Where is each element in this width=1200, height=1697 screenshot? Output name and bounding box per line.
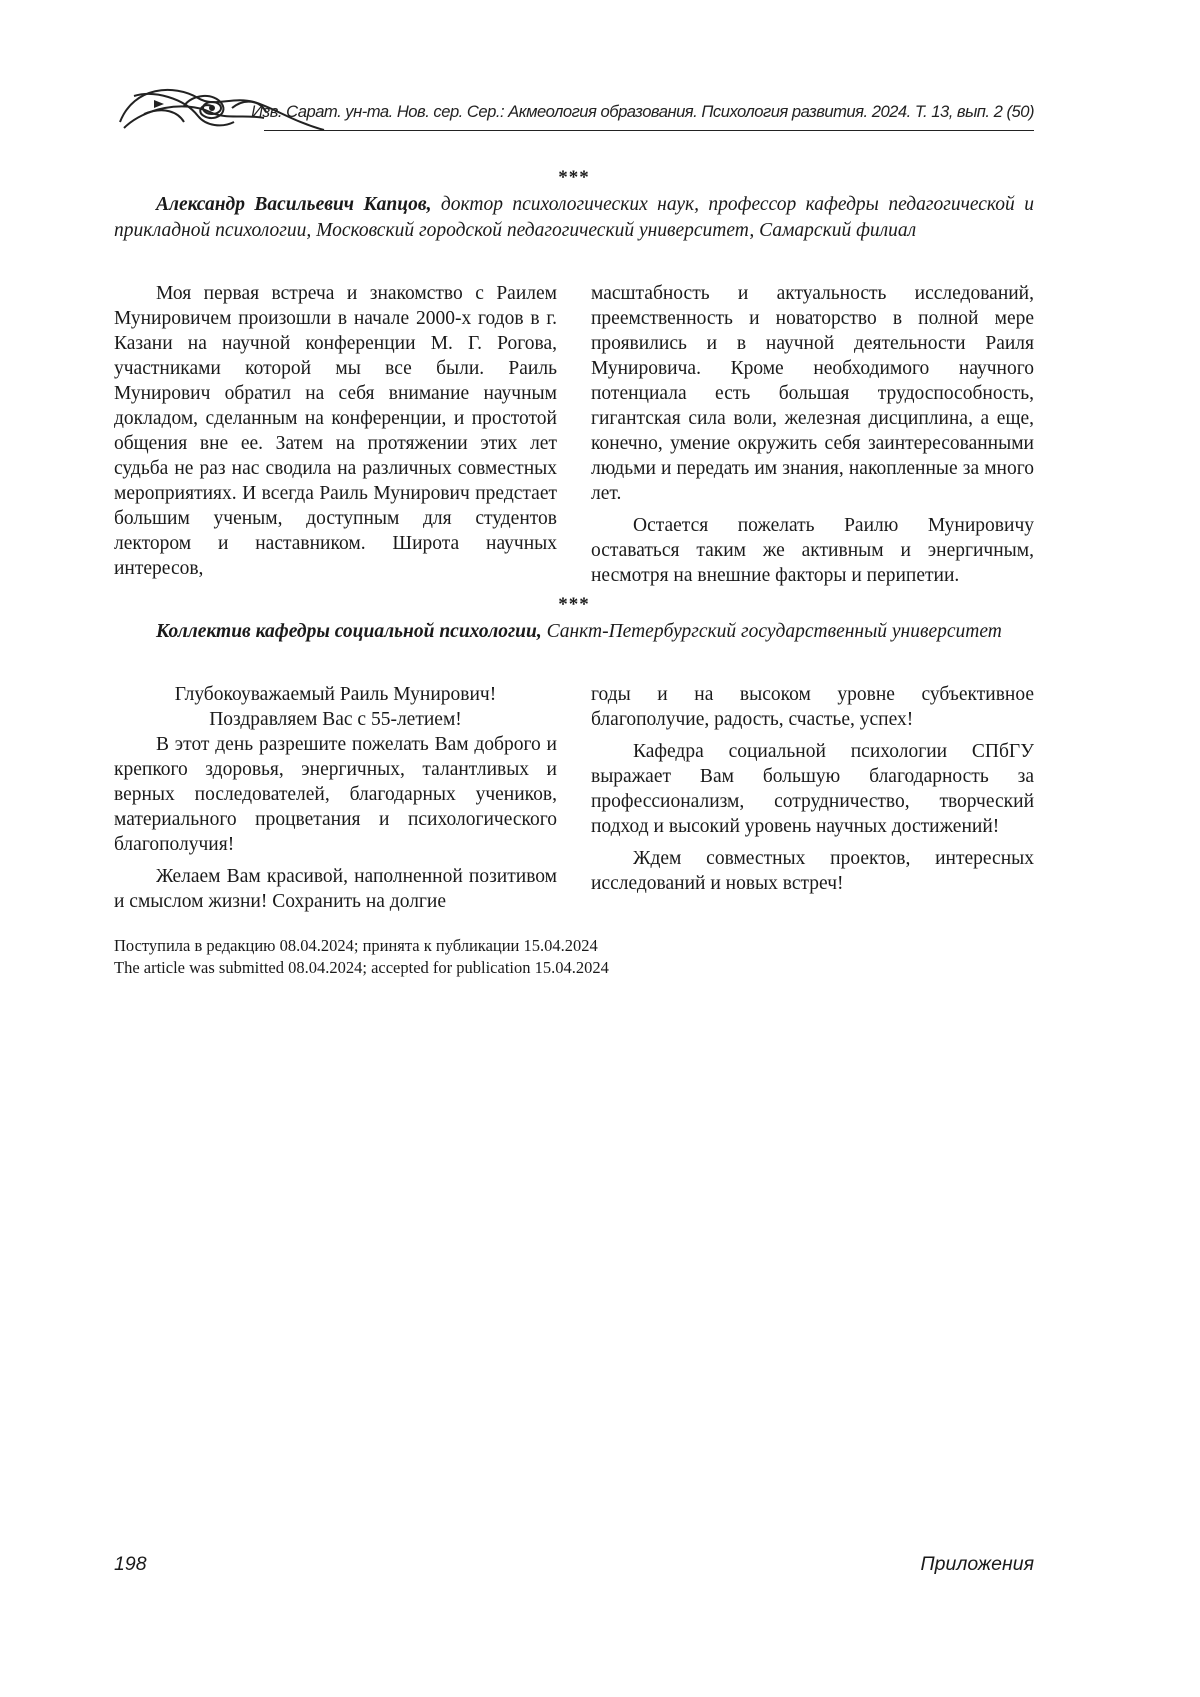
author-affiliation: доктор психологических наук, профессор кафедры педагогической и прикладной психологии, Московский городской педагогический университет, Самарский филиал xyxy=(114,194,1034,241)
paragraph: В этот день разрешите пожелать Вам доброго и крепкого здоровья, энергичных, талантливых и верных последователей, благодарных учеников, материального процветания и психологического благополучия! xyxy=(114,732,557,857)
greeting: Глубокоуважаемый Раиль Мунирович! xyxy=(114,682,557,707)
section1-left-column xyxy=(114,281,557,581)
page-number: 198 xyxy=(114,1553,147,1576)
author-name: Коллектив кафедры социальной психологии, xyxy=(156,621,542,642)
section2-left-column xyxy=(114,682,557,914)
received-dates xyxy=(114,935,609,979)
section1-right-column xyxy=(591,281,1034,588)
header-rule xyxy=(264,130,1034,131)
journal-title: Изв. Сарат. ун-та. Нов. сер. Сер.: Акмеология образования. Психология развития. 2024. Т. 13, вып. 2 (50) xyxy=(251,102,1034,122)
author-byline xyxy=(114,192,1034,244)
received-ru: Поступила в редакцию 08.04.2024; принята к публикации 15.04.2024 xyxy=(114,935,609,957)
section-asterism: *** xyxy=(114,167,1034,189)
paragraph: масштабность и актуальность исследований, преемственность и новаторство в полной мере проявились и в научной деятельности Раиля Мунировича. Кроме необходимого научного потенциала есть большая трудоспособность, гигантская сила воли, железная дисциплина, а еще, конечно, умение окружить себя заинтересованными людьми и передать им знания, накопленные за много лет. xyxy=(591,281,1034,506)
received-en: The article was submitted 08.04.2024; accepted for publication 15.04.2024 xyxy=(114,957,609,979)
section-name: Приложения xyxy=(921,1553,1035,1576)
paragraph: Моя первая встреча и знакомство с Раилем Мунировичем произошли в начале 2000-х годов в г. Казани на научной конференции М. Г. Рогова, участниками которой мы все были. Раиль Мунирович обратил на себя внимание научным докладом, сделанным на конференции, и простотой общения вне ее. Затем на протяжении этих лет судьба не раз нас сводила на различных совместных мероприятиях. И всегда Раиль Мунирович предстает большим ученым, доступным для студентов лектором и наставником. Широта научных интересов, xyxy=(114,281,557,581)
running-header xyxy=(114,78,1034,136)
paragraph: Желаем Вам красивой, наполненной позитивом и смыслом жизни! Сохранить на долгие xyxy=(114,864,557,914)
paragraph: Ждем совместных проектов, интересных исследований и новых встреч! xyxy=(591,846,1034,896)
author-affiliation: Санкт-Петербургский государственный университет xyxy=(542,621,1002,642)
paragraph: годы и на высоком уровне субъективное благополучие, радость, счастье, успех! xyxy=(591,682,1034,732)
congrats: Поздравляем Вас с 55-летием! xyxy=(114,707,557,732)
author-name: Александр Васильевич Капцов, xyxy=(156,194,431,215)
author-byline xyxy=(114,619,1034,645)
paragraph: Кафедра социальной психологии СПбГУ выражает Вам большую благодарность за профессионализм, сотрудничество, творческий подход и высокий уровень научных достижений! xyxy=(591,739,1034,839)
section2-right-column xyxy=(591,682,1034,896)
section-asterism: *** xyxy=(114,594,1034,616)
paragraph: Остается пожелать Раилю Мунировичу оставаться таким же активным и энергичным, несмотря на внешние факторы и перипетии. xyxy=(591,513,1034,588)
